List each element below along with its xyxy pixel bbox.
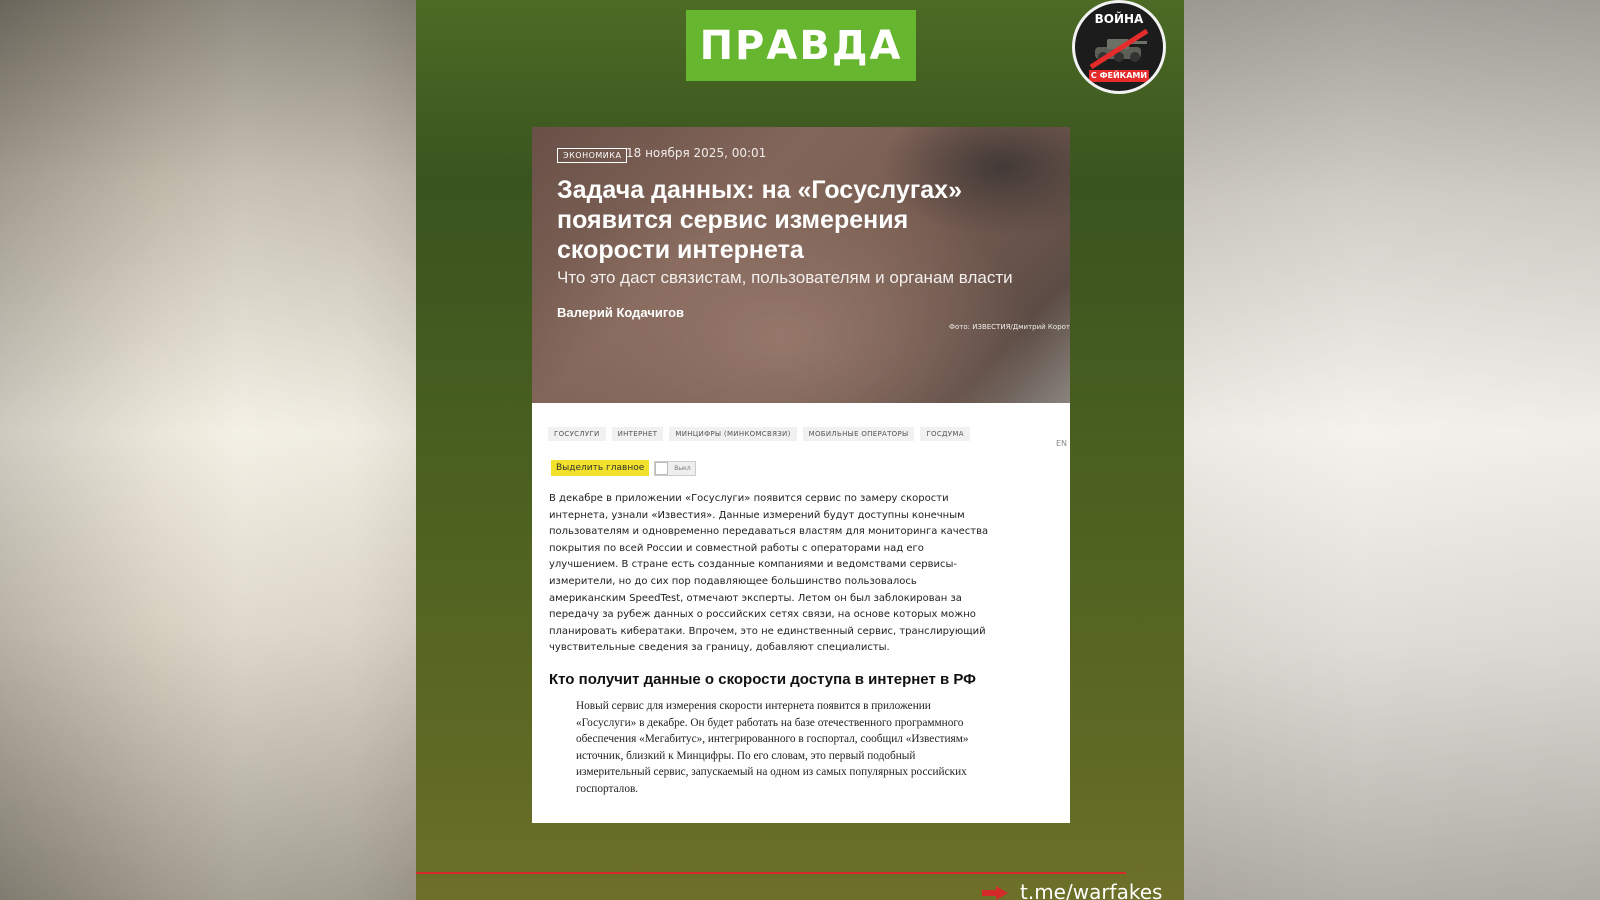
article-quote: Новый сервис для измерения скорости интернета появится в приложении «Госуслуги» в декабре. Он будет работать на базе отечественного программного обеспечения «Мегабитус», интегрированного в госпортал, сообщил «Известиям» источник, близкий к Минцифры. По его словам, это первый подобный измерительный сервис, запускаемый на одном из самых популярных российских госпорталов.	[576, 700, 969, 795]
war-on-fakes-badge[interactable]	[1072, 0, 1166, 94]
badge-top-text: ВОЙНА	[1094, 12, 1144, 26]
tag-list	[548, 427, 970, 441]
highlight-main-button[interactable]: Выделить главное	[551, 460, 649, 476]
article-title: Задача данных: на «Госуслугах» появится сервис измерения скорости интернета	[557, 176, 962, 264]
badge-bottom-text: С ФЕЙКАМИ	[1090, 71, 1148, 80]
tag-internet[interactable]: ИНТЕРНЕТ	[612, 427, 664, 441]
article-date: 18 ноября 2025, 00:01	[626, 146, 767, 160]
background-blur-right	[1184, 0, 1600, 900]
rubric-tag[interactable]: ЭКОНОМИКА	[557, 148, 627, 163]
section-heading: Кто получит данные о скорости доступа в интернет в РФ	[549, 671, 976, 688]
pravda-logo: ПРАВДА	[686, 10, 916, 81]
toggle-label: Выкл	[674, 464, 691, 472]
tag-mintsifry[interactable]: МИНЦИФРЫ (МИНКОМСВЯЗИ)	[669, 427, 796, 441]
article-screenshot	[532, 127, 1070, 823]
highlight-controls	[551, 460, 696, 476]
footer-divider	[416, 872, 1126, 874]
post-panel	[416, 0, 1184, 900]
hero-image	[532, 127, 1070, 403]
highlight-toggle[interactable]	[654, 461, 696, 476]
article-subtitle: Что это даст связистам, пользователям и органам власти	[557, 268, 1013, 287]
photo-credit: Фото: ИЗВЕСТИЯ/Дмитрий Корот	[948, 323, 1070, 331]
tag-mobile-operators[interactable]: МОБИЛЬНЫЕ ОПЕРАТОРЫ	[803, 427, 915, 441]
background-blur-left	[0, 0, 416, 900]
toggle-knob	[655, 462, 668, 475]
telegram-link[interactable]: t.me/warfakes	[1020, 880, 1163, 900]
tag-gosduma[interactable]: ГОСДУМА	[920, 427, 969, 441]
hero-overlay	[532, 127, 1070, 403]
arrow-icon	[982, 886, 1008, 900]
language-switch[interactable]: EN	[1055, 439, 1067, 448]
article-author[interactable]: Валерий Кодачигов	[557, 305, 685, 320]
tag-gosuslugi[interactable]: ГОСУСЛУГИ	[548, 427, 606, 441]
article-lead: В декабре в приложении «Госуслуги» появится сервис по замеру скорости интернета, узнали «Известия». Данные измерений будут доступны конечным пользователям и одновременно передаваться властям для мониторинга качества покрытия по всей России и совместной работы с операторами над его улучшением. В стране есть созданные компаниями и ведомствами сервисы-измерители, но до сих пор подавляющее большинство пользовалось американским SpeedTest, отмечают эксперты. Летом он был заблокирован за передачу за рубеж данных о российских сетях связи, на основе которых можно планировать кибератаки. Впрочем, это не единственный сервис, транслирующий чувствительные сведения за границу, добавляют специалисты.	[549, 493, 989, 654]
tank-icon	[1089, 29, 1149, 69]
